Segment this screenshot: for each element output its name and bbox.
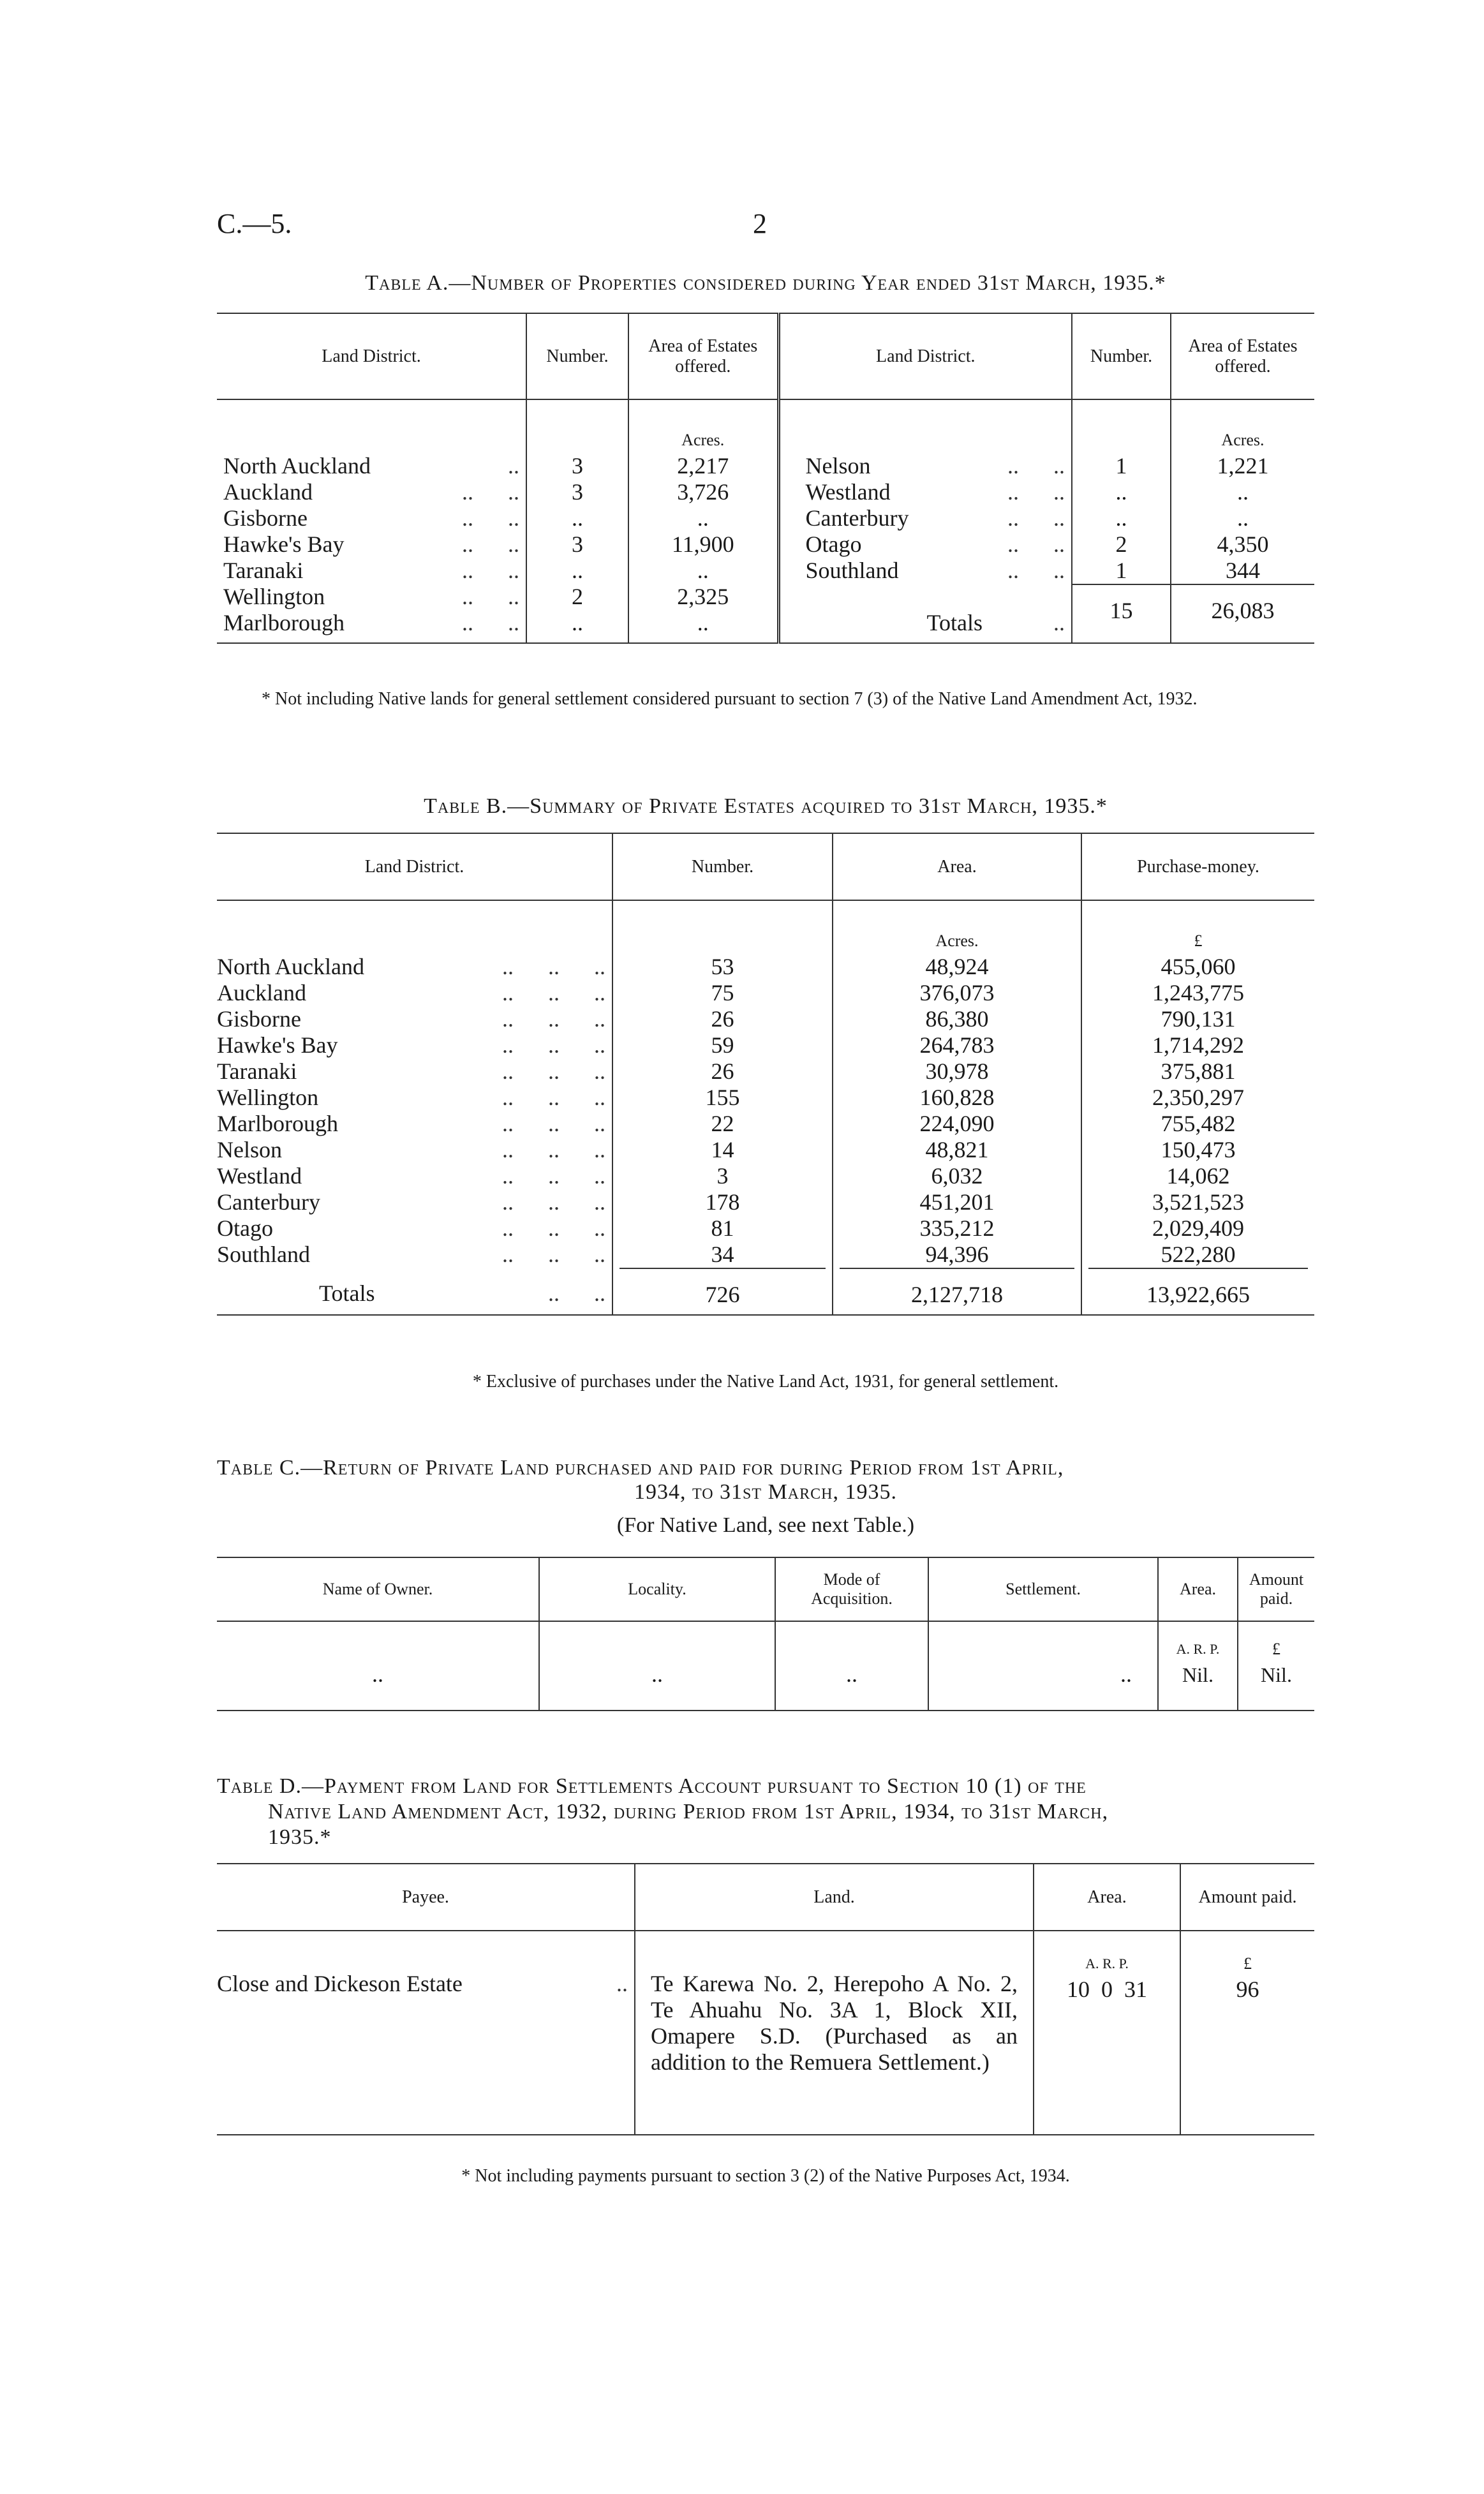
table-b-district-3: Hawke's Bay .. .. ..	[217, 1032, 605, 1058]
table-b-area-list	[840, 954, 1074, 1268]
table-b-number-4: 26	[711, 1058, 734, 1084]
table-b-number-5: 155	[705, 1085, 740, 1110]
table-b-district-6: Marlborough .. .. ..	[217, 1111, 605, 1136]
table-a-left-area-2: ..	[697, 505, 709, 531]
table-a-header-row	[217, 313, 1314, 399]
table-a-left-area-5: 2,325	[677, 584, 729, 609]
table-a-left-district-0: North Auckland ..	[223, 453, 519, 479]
table-b-district-11: Southland .. .. ..	[217, 1242, 605, 1267]
table-c-header-area: Area.	[1158, 1557, 1238, 1621]
table-c-area-value: Nil.	[1182, 1663, 1213, 1686]
table-a-left-area-1: 3,726	[677, 479, 729, 505]
table-d-header-payee: Payee.	[217, 1864, 635, 1931]
table-b-number-list	[620, 954, 826, 1268]
table-a-right-unit: Acres.	[1221, 431, 1265, 449]
table-a-header-district: Land District.	[217, 313, 526, 399]
table-b-number-1: 75	[711, 980, 734, 1006]
table-a-left-number-6: ..	[572, 610, 583, 635]
table-b-money-9: 3,521,523	[1152, 1189, 1244, 1215]
table-a-left-district-2: Gisborne .. ..	[223, 505, 519, 531]
table-b-totals-label: Totals .. ..	[319, 1280, 605, 1306]
table-d	[217, 1863, 1314, 2135]
table-c-area-unit: A. R. P.	[1176, 1641, 1220, 1657]
table-b-area-4: 30,978	[925, 1058, 989, 1084]
table-b-header-row	[217, 833, 1314, 900]
table-a-right-district-4: Southland .. ..	[805, 558, 1065, 583]
table-a-left-district-5: Wellington .. ..	[223, 584, 519, 609]
document-reference: C.—5.	[217, 208, 292, 239]
table-b-number-3: 59	[711, 1032, 734, 1058]
table-a	[217, 313, 1314, 644]
table-b-money-2: 790,131	[1161, 1006, 1236, 1032]
table-b-district-7: Nelson .. .. ..	[217, 1137, 605, 1162]
table-a-right-district-0: Nelson .. ..	[805, 453, 1065, 479]
table-d-header-row	[217, 1864, 1314, 1931]
table-a-header-area: Area of Estates offered.	[628, 313, 778, 399]
table-d-payee: Close and Dickeson Estate ..	[217, 1931, 635, 2135]
table-b-area-5: 160,828	[919, 1085, 995, 1110]
table-b-money-4: 375,881	[1161, 1058, 1236, 1084]
table-a-header-number-right: Number.	[1072, 313, 1171, 399]
table-c-row	[217, 1621, 1314, 1711]
table-b-money	[1081, 900, 1314, 1315]
table-b-district-1: Auckland .. .. ..	[217, 980, 605, 1006]
table-b-number-11: 34	[711, 1242, 734, 1267]
table-b	[217, 833, 1314, 1316]
table-b-totals-money: 13,922,665	[1146, 1282, 1250, 1307]
table-c-header-row	[217, 1557, 1314, 1621]
table-b-district-list	[217, 954, 605, 1268]
table-a-body-row	[217, 399, 1314, 643]
table-d-footnote: * Not including payments pursuant to section 3 (2) of the Native Purposes Act, 1934.	[461, 2166, 1070, 2186]
table-d-area-unit: A. R. P.	[1085, 1956, 1129, 1971]
table-d-row	[217, 1931, 1314, 2135]
table-b-footnote: * Exclusive of purchases under the Native Land Act, 1931, for general settlement.	[472, 1372, 1059, 1392]
table-a-left-areas	[628, 399, 778, 643]
table-a-title: Table A.—Number of Properties considered during Year ended 31st March, 1935.*	[365, 271, 1166, 295]
table-d-area	[1034, 1931, 1180, 2135]
table-c-owner: ..	[217, 1621, 539, 1711]
table-b-money-3: 1,714,292	[1152, 1032, 1244, 1058]
table-b-district-0: North Auckland .. .. ..	[217, 954, 605, 979]
table-b-area-7: 48,821	[925, 1137, 989, 1162]
table-a-right-number-3: 2	[1115, 531, 1127, 557]
table-b-number-7: 14	[711, 1137, 734, 1162]
table-b-number-2: 26	[711, 1006, 734, 1032]
table-d-header-land: Land.	[635, 1864, 1034, 1931]
table-a-right-districts	[778, 399, 1072, 643]
table-b-districts	[217, 900, 612, 1315]
table-c-settlement: ..	[928, 1621, 1158, 1711]
table-b-number-9: 178	[705, 1189, 740, 1215]
table-b-money-list	[1088, 954, 1308, 1268]
table-b-area-10: 335,212	[919, 1215, 995, 1241]
table-c-locality: ..	[539, 1621, 775, 1711]
table-d-amount-value: 96	[1236, 1977, 1259, 2002]
table-c-amount-value: Nil.	[1261, 1663, 1292, 1686]
table-b-district-4: Taranaki .. .. ..	[217, 1058, 605, 1084]
table-b-number-0: 53	[711, 954, 734, 979]
table-b-money-1: 1,243,775	[1152, 980, 1244, 1006]
table-b-area-11: 94,396	[925, 1242, 989, 1267]
table-a-left-area-4: ..	[697, 558, 709, 583]
table-a-right-number-2: ..	[1115, 505, 1127, 531]
table-a-right-area-1: ..	[1237, 479, 1249, 505]
table-a-right-district-3: Otago .. ..	[805, 531, 1065, 557]
table-a-left-district-1: Auckland .. ..	[223, 479, 519, 505]
table-b-money-6: 755,482	[1161, 1111, 1236, 1136]
table-d-title: Table D.—Payment from Land for Settlements Account pursuant to Section 10 (1) of the Native Land Amendment Act, 1932, during Period from 1st April, 1934, to 31st March, 1935.*	[217, 1774, 1109, 1849]
table-c-header-owner: Name of Owner.	[217, 1557, 539, 1621]
table-b-header-area: Area.	[833, 833, 1081, 900]
table-c-header-locality: Locality.	[539, 1557, 775, 1621]
table-b-district-2: Gisborne .. .. ..	[217, 1006, 605, 1032]
table-b-money-5: 2,350,297	[1152, 1085, 1244, 1110]
table-c	[217, 1557, 1314, 1711]
table-a-right-numbers	[1072, 399, 1171, 643]
table-a-left-district-3: Hawke's Bay .. ..	[223, 531, 519, 557]
table-a-right-areas	[1171, 399, 1314, 643]
table-a-left-number-4: ..	[572, 558, 583, 583]
table-b-areas	[833, 900, 1081, 1315]
table-b-money-11: 522,280	[1161, 1242, 1236, 1267]
table-d-header-amount: Amount paid.	[1198, 1887, 1297, 1907]
table-b-header-district: Land District.	[217, 833, 612, 900]
table-a-right-area-4: 344	[1171, 558, 1314, 585]
table-b-header-number: Number.	[612, 833, 833, 900]
table-c-header-amount: Amount paid.	[1249, 1570, 1304, 1608]
table-a-left-district-6: Marlborough .. ..	[223, 610, 519, 635]
table-b-number-8: 3	[716, 1163, 729, 1189]
table-b-body-row	[217, 900, 1314, 1315]
table-b-district-10: Otago .. .. ..	[217, 1215, 605, 1241]
table-a-left-number-5: 2	[572, 584, 583, 609]
table-b-money-8: 14,062	[1166, 1163, 1230, 1189]
table-b-area-3: 264,783	[919, 1032, 995, 1058]
table-a-right-number-0: 1	[1115, 453, 1127, 479]
table-b-district-5: Wellington .. .. ..	[217, 1085, 605, 1110]
table-a-left-number-1: 3	[572, 479, 583, 505]
table-b-area-1: 376,073	[919, 980, 995, 1006]
table-d-land: Te Karewa No. 2, Herepoho A No. 2, Te Ahuahu No. 3A 1, Block XII, Omapere S.D. (Purchased as an addition to the Remuera Settlement.)	[635, 1931, 1034, 2135]
table-a-left-area-0: 2,217	[677, 453, 729, 479]
table-a-header-number: Number.	[526, 313, 628, 399]
table-a-totals-label: Totals ..	[926, 610, 1065, 635]
table-b-header-money: Purchase-money.	[1137, 856, 1259, 877]
table-a-left-district-4: Taranaki .. ..	[223, 558, 519, 583]
table-a-footnote: * Not including Native lands for general settlement considered pursuant to section 7 (3) of the Native Land Amendment Act, 1932.	[262, 689, 1198, 709]
table-b-area-8: 6,032	[931, 1163, 983, 1189]
table-b-money-7: 150,473	[1161, 1137, 1236, 1162]
table-b-area-9: 451,201	[919, 1189, 995, 1215]
table-a-header-district-right: Land District.	[778, 313, 1072, 399]
table-a-right-number-4: 1	[1072, 558, 1170, 585]
table-c-amount-unit: £	[1272, 1640, 1280, 1658]
table-a-left-numbers	[526, 399, 628, 643]
table-a-left-area-3: 11,900	[671, 531, 734, 557]
table-b-area-0: 48,924	[925, 954, 989, 979]
table-d-amount-unit: £	[1243, 1954, 1252, 1973]
table-b-number-6: 22	[711, 1111, 734, 1136]
table-a-left-number-2: ..	[572, 505, 583, 531]
table-a-right-area-3: 4,350	[1217, 531, 1269, 557]
table-b-money-unit: £	[1194, 932, 1203, 950]
table-b-area-6: 224,090	[919, 1111, 995, 1136]
table-c-area	[1158, 1621, 1238, 1711]
table-a-right-number-1: ..	[1115, 479, 1127, 505]
table-b-number-10: 81	[711, 1215, 734, 1241]
table-c-title: Table C.—Return of Private Land purchased and paid for during Period from 1st April, 1934, to 31st March, 1935.	[217, 1456, 1064, 1504]
table-a-right-district-2: Canterbury .. ..	[805, 505, 1065, 531]
table-a-left-number-3: 3	[572, 531, 583, 557]
table-a-left-districts	[217, 399, 526, 643]
table-b-money-10: 2,029,409	[1152, 1215, 1244, 1241]
table-b-title: Table B.—Summary of Private Estates acquired to 31st March, 1935.*	[424, 794, 1108, 818]
table-b-district-9: Canterbury .. .. ..	[217, 1189, 605, 1215]
table-a-totals-area: 26,083	[1211, 598, 1275, 623]
table-c-mode: ..	[775, 1621, 928, 1711]
table-c-subtitle: (For Native Land, see next Table.)	[616, 1513, 915, 1537]
table-b-area-unit: Acres.	[935, 932, 979, 950]
table-c-header-mode: Mode of Acquisition.	[775, 1557, 928, 1621]
table-b-totals-number: 726	[705, 1282, 740, 1307]
table-b-money-0: 455,060	[1161, 954, 1236, 979]
table-a-right-area-0: 1,221	[1217, 453, 1269, 479]
table-d-header-area: Area.	[1034, 1864, 1180, 1931]
table-d-area-value: 10 0 31	[1067, 1977, 1147, 2002]
table-a-right-district-1: Westland .. ..	[805, 479, 1065, 505]
table-b-totals-area: 2,127,718	[911, 1282, 1003, 1307]
table-b-area-2: 86,380	[925, 1006, 989, 1032]
page-number: 2	[753, 208, 767, 239]
table-c-header-settlement: Settlement.	[928, 1557, 1158, 1621]
table-a-left-unit: Acres.	[681, 431, 725, 449]
table-a-left-area-6: ..	[697, 610, 709, 635]
table-c-amount	[1238, 1621, 1314, 1711]
table-b-district-8: Westland .. .. ..	[217, 1163, 605, 1189]
table-b-numbers	[612, 900, 833, 1315]
table-a-totals-number: 15	[1109, 598, 1133, 623]
table-d-amount	[1180, 1931, 1314, 2135]
table-a-right-area-2: ..	[1237, 505, 1249, 531]
table-a-header-area-right: Area of Estates offered.	[1188, 336, 1298, 376]
table-a-left-number-0: 3	[572, 453, 583, 479]
